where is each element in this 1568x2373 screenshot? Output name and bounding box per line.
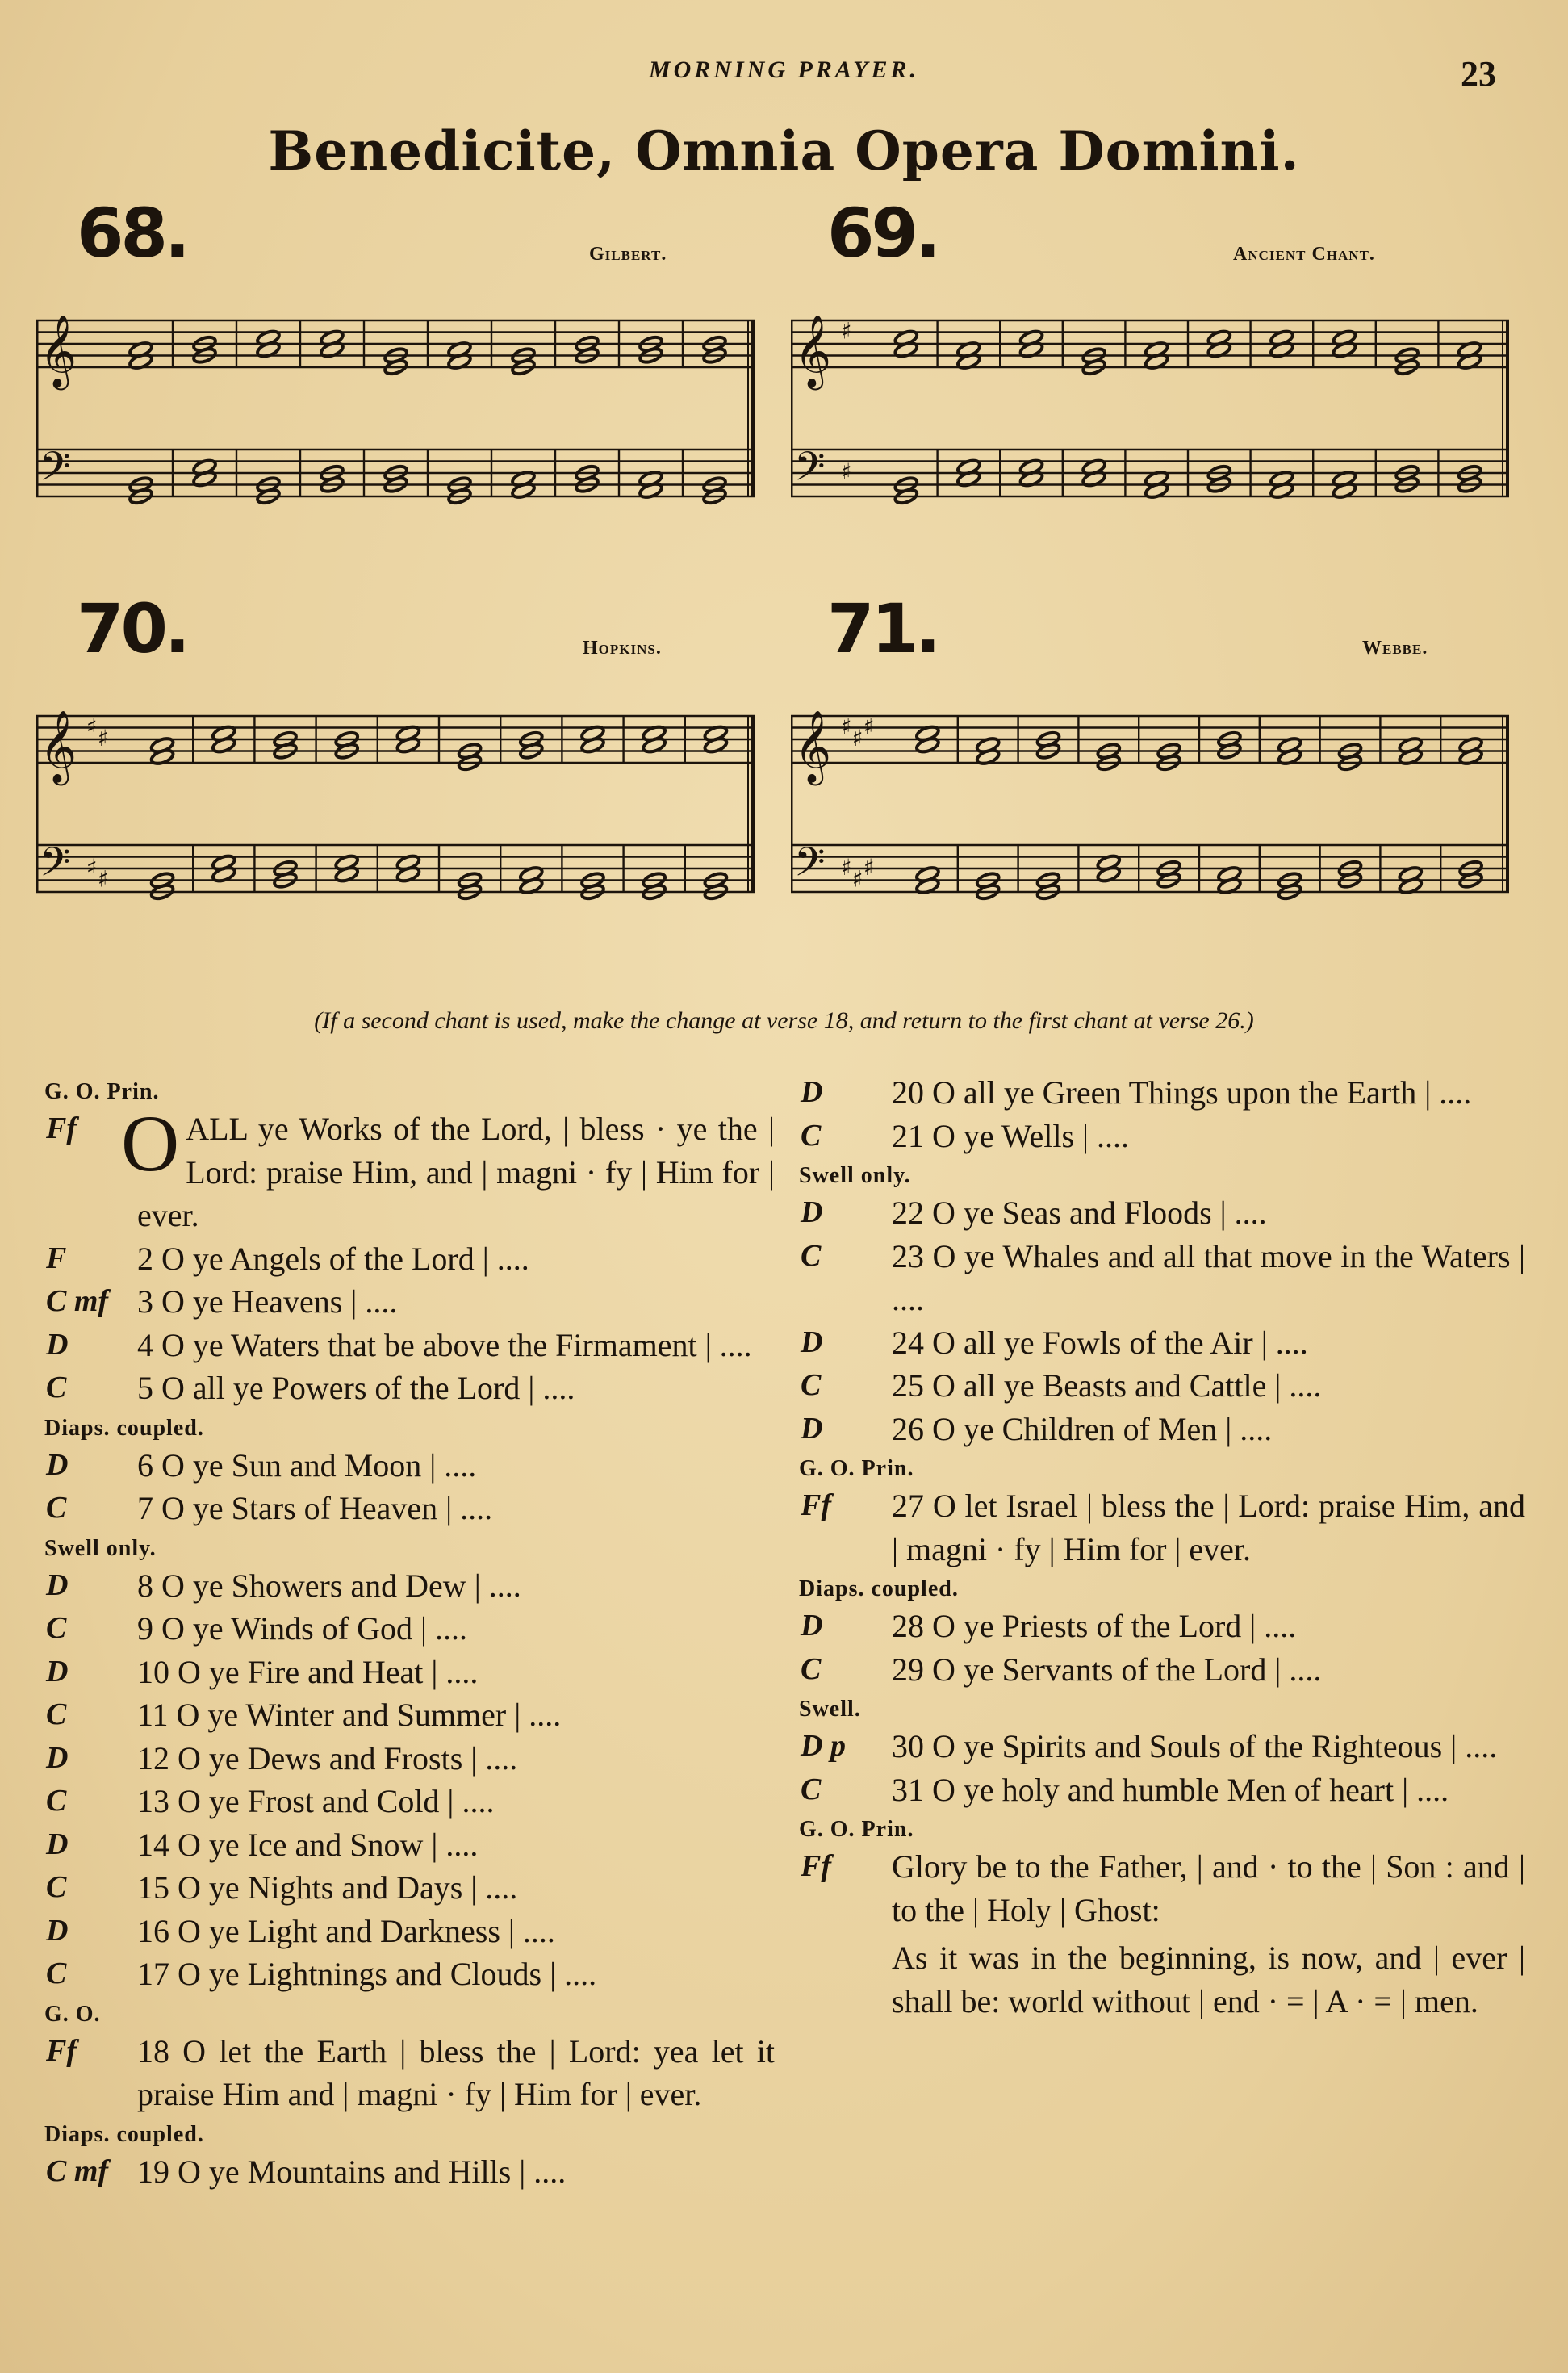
verse-text: 21 O ye Wells | .... [892,1117,1130,1154]
chant-number-71: 71. [827,589,938,668]
section-heading: G. O. [44,2001,101,2027]
dynamic-mark: D [801,1411,823,1446]
dynamic-mark: Ff [801,1849,831,1883]
verse-7 [44,1487,775,1530]
dynamic-mark: D [801,1325,823,1359]
dynamic-mark: F [46,1241,67,1275]
section-heading: Swell only. [44,1535,157,1561]
verse-text: 16 O ye Light and Darkness | .... [137,1912,555,1949]
dynamic-mark: C [801,1118,822,1153]
chant-number-69: 69. [827,194,938,273]
page-title: Benedicite, Omnia Opera Domini. [268,119,1300,182]
dynamic-mark: C [801,1238,822,1273]
chant-70-score [36,706,755,965]
dynamic-mark: Ff [46,1111,77,1145]
running-title: MORNING PRAYER. [648,56,920,83]
svg-text:♯: ♯ [841,317,852,345]
verse-31 [799,1768,1525,1812]
verse-text: 7 O ye Stars of Heaven | .... [137,1490,493,1526]
verse-26 [799,1408,1525,1451]
section-heading: G. O. Prin. [799,1456,914,1481]
chant-71-score [791,706,1509,965]
verse-16 [44,1910,775,1953]
svg-text:♯: ♯ [86,854,98,881]
verse-19 [44,2150,775,2194]
chant-68-score [36,311,755,569]
dynamic-mark: C [46,1870,67,1904]
right-column [799,1071,1525,2023]
dynamic-mark: C mf [46,2153,109,2188]
svg-text:𝄢: 𝄢 [794,443,826,500]
composer-71: Webbe. [1362,638,1428,659]
dynamic-mark: C [46,1697,67,1731]
gloria-text-1: Glory be to the Father, | and · to the | Son : and | to the | Holy | Ghost: [892,1848,1525,1928]
verse-17 [44,1952,775,1996]
verse-8 [44,1564,775,1608]
verse-text: 12 O ye Dews and Frosts | .... [137,1739,518,1777]
section-heading: G. O. Prin. [44,1079,160,1104]
verse-text: 20 O all ye Green Things upon the Earth | .... [892,1074,1472,1111]
dynamic-mark: C [46,1491,67,1525]
verse-text: 27 O let Israel | bless the | Lord: praise Him, and | magni · fy | Him for | ever. [892,1488,1525,1567]
svg-text:♯: ♯ [852,865,863,893]
verse-text: 28 O ye Priests of the Lord | .... [892,1608,1297,1644]
dynamic-mark: D [46,1447,69,1482]
chant-number-70: 70. [77,589,187,668]
verse-text: 14 O ye Ice and Snow | .... [137,1826,479,1863]
dynamic-mark: D [46,1913,69,1948]
svg-text:♯: ♯ [98,865,109,893]
verse-3 [44,1280,775,1324]
verse-text: 23 O ye Whales and all that move in the Waters | .... [892,1237,1525,1317]
verse-text: 4 O ye Waters that be above the Firmament | .... [137,1326,752,1363]
dynamic-mark: C [46,1784,67,1818]
instruction-note: (If a second chant is used, make the change at verse 18, and return to the first chant at verse 26.) [314,1007,1254,1034]
section-heading: G. O. Prin. [799,1817,914,1842]
verse-27 [799,1484,1525,1571]
verse-13 [44,1780,775,1823]
verse-text: 13 O ye Frost and Cold | .... [137,1783,495,1819]
page-number: 23 [1461,54,1496,94]
gloria-text-2: As it was in the beginning, is now, and | ever | shall be: world without | end · = | A · = | men. [892,1940,1525,2019]
dynamic-mark: C [801,1772,822,1806]
verse-text: 9 O ye Winds of God | .... [137,1610,467,1647]
svg-text:𝄞: 𝄞 [40,710,77,783]
verse-text: 17 O ye Lightnings and Clouds | .... [137,1956,597,1992]
section-heading: Swell. [799,1697,861,1722]
dynamic-mark: C [801,1651,822,1686]
dynamic-mark: Ff [46,2033,77,2068]
svg-text:𝄞: 𝄞 [794,315,832,387]
svg-text:𝄢: 𝄢 [794,839,826,896]
drop-cap: O [121,1099,180,1188]
verse-4 [44,1324,775,1367]
svg-text:♯: ♯ [86,713,98,740]
svg-text:𝄞: 𝄞 [794,710,832,783]
dynamic-mark: C [46,1611,67,1645]
dynamic-mark: C mf [46,1284,109,1318]
svg-text:𝄢: 𝄢 [40,839,71,896]
verse-text: 18 O let the Earth | bless the | Lord: yea let it praise Him and | magni · fy | Him for | ever. [137,2032,775,2112]
dynamic-mark: D [801,1075,823,1109]
verse-23 [799,1235,1525,1321]
dynamic-mark: C [46,1371,67,1404]
gloria [799,1845,1525,2023]
verse-text: 22 O ye Seas and Floods | .... [892,1195,1267,1231]
composer-69: Ancient Chant. [1233,244,1375,265]
verse-18 [44,2030,775,2116]
section-heading: Diaps. coupled. [44,1415,204,1441]
dynamic-mark: D p [801,1729,846,1763]
dynamic-mark: Ff [801,1488,831,1522]
verse-6 [44,1444,775,1488]
verse-11 [44,1693,775,1737]
verse-text: 10 O ye Fire and Heat | .... [137,1653,479,1690]
dynamic-mark: D [46,1654,69,1689]
verse-text: ALL ye Works of the Lord, | bless · ye the | Lord: praise Him, and | magni · fy | Him for | ever. [137,1111,775,1233]
verse-12 [44,1737,775,1781]
verse-text: 5 O all ye Powers of the Lord | .... [137,1370,575,1406]
svg-text:♯: ♯ [863,854,875,881]
dynamic-mark: C [46,1957,67,1990]
svg-text:𝄞: 𝄞 [40,315,77,387]
verse-text: 8 O ye Showers and Dew | .... [137,1567,521,1604]
verse-text: 2 O ye Angels of the Lord | .... [137,1240,529,1277]
chant-69-score [791,311,1509,569]
verse-14 [44,1823,775,1867]
svg-text:♯: ♯ [98,725,109,751]
verse-29 [799,1648,1525,1692]
section-heading: Diaps. coupled. [44,2121,204,2147]
svg-text:♯: ♯ [841,713,852,740]
composer-68: Gilbert. [589,244,667,265]
verse-28 [799,1605,1525,1648]
verse-10 [44,1651,775,1694]
verse-text: 25 O all ye Beasts and Cattle | .... [892,1367,1322,1404]
dynamic-mark: D [46,1327,69,1362]
composer-70: Hopkins. [583,638,662,659]
verse-text: 29 O ye Servants of the Lord | .... [892,1651,1322,1688]
verse-text: 31 O ye holy and humble Men of heart | .... [892,1771,1449,1808]
verse-9 [44,1607,775,1651]
verse-22 [799,1191,1525,1235]
verse-24 [799,1321,1525,1365]
verse-text: 24 O all ye Fowls of the Air | .... [892,1324,1308,1361]
chant-number-68: 68. [77,194,187,273]
verse-30 [799,1725,1525,1768]
dynamic-mark: D [46,1567,69,1602]
verse-25 [799,1364,1525,1408]
dynamic-mark: D [801,1195,823,1229]
svg-text:♯: ♯ [841,458,852,485]
verse-text: 19 O ye Mountains and Hills | .... [137,2153,567,2190]
dynamic-mark: C [801,1368,822,1402]
verse-5 [44,1366,775,1410]
svg-text:♯: ♯ [852,725,863,751]
section-heading: Swell only. [799,1163,911,1188]
dynamic-mark: D [801,1609,823,1643]
svg-text:♯: ♯ [841,854,852,881]
verse-15 [44,1866,775,1910]
svg-text:♯: ♯ [863,713,875,740]
verse-20 [799,1071,1525,1115]
verse-text: 11 O ye Winter and Summer | .... [137,1697,562,1733]
dynamic-mark: D [46,1740,69,1775]
verse-text: 26 O ye Children of Men | .... [892,1410,1273,1447]
left-column [44,1074,775,2193]
verse-2 [44,1237,775,1281]
verse-text: 15 O ye Nights and Days | .... [137,1869,518,1906]
section-heading: Diaps. coupled. [799,1576,959,1601]
verse-1 [44,1099,775,1237]
svg-text:𝄢: 𝄢 [40,443,71,500]
dynamic-mark: D [46,1827,69,1861]
verse-text: 3 O ye Heavens | .... [137,1283,398,1320]
verse-21 [799,1115,1525,1158]
verse-text: 6 O ye Sun and Moon | .... [137,1446,477,1484]
verse-text: 30 O ye Spirits and Souls of the Righteous | .... [892,1728,1498,1764]
